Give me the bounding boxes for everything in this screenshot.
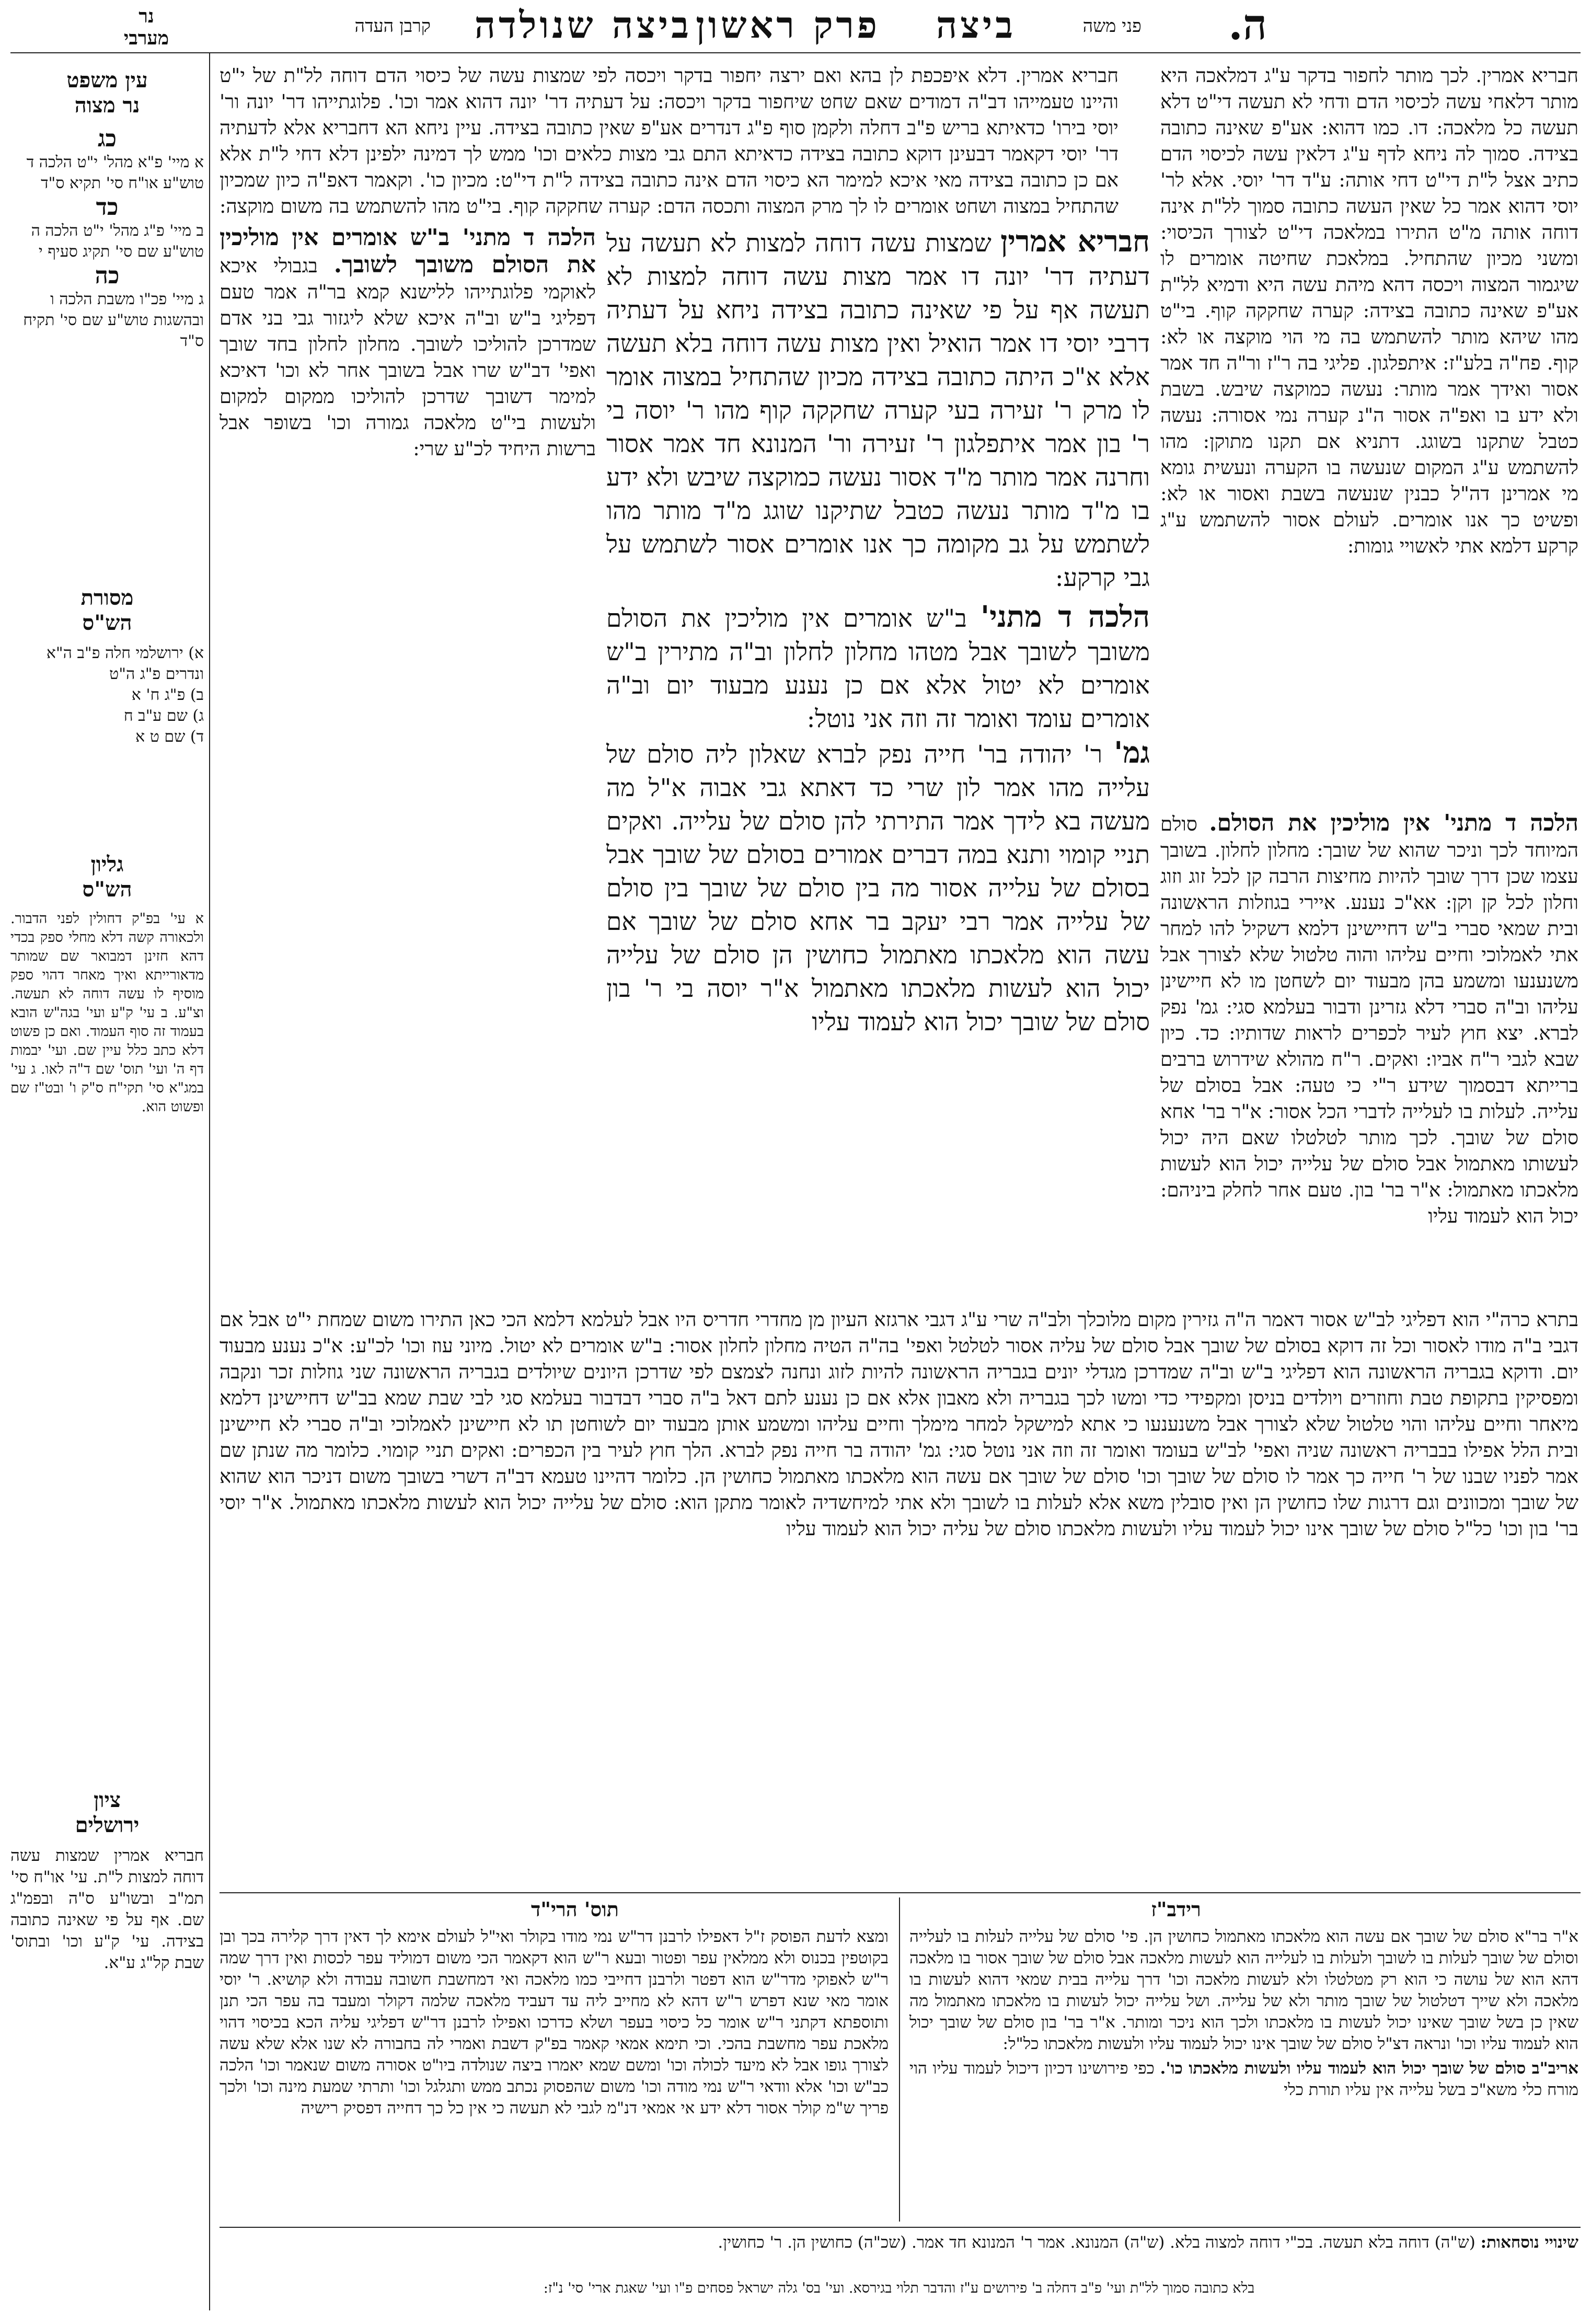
ridbaz-text: א"ר בר"א סולם של שובך אם עשה הוא מלאכתו מאתמול כחושין הן. פי' סולם של עלייה לעלות בו לעלייה וסולם של שובך לעלות בו לשובך ולעלות בו לעלייה הוא לעשות מלאכה אבל סולם של שובך אסור בו מלאכה דהא הוא של עושה כי הוא רק מטלטלו ולא לעשות מלאכה וכו' דרך עלייה בבית שמאי דהוא לעשות בו מלאכה ולא שייך דטלטול של שובך מותר ולא של עלייה. ושל עלייה יכול לעשות בו מלאכתו מאתמול מה שאין כן בשל שובך שאינו יכול לעשות בו מלאכתו ולכך הוא ניכר ומותר. א"ר בר' בון סולם של שובך יכול הוא לעמוד עליו וכו' ונראה דצ"ל סולם של שובך אינו יכול לעמוד עליו ולעשות מלאכתו כל"ל: bbox=[909, 1927, 1578, 2053]
arvav-text: כפי פירושינו דכיון דיכול לעמוד עליו הוי מורח כלי משא"כ בשל עלייה אין עליו תורת כלי bbox=[909, 2059, 1578, 2099]
header-rule bbox=[10, 52, 1581, 53]
textual-variants bbox=[220, 2232, 1578, 2274]
header-title-left: ביצה bbox=[936, 3, 1016, 47]
korban-haeda-text: חבריא אמרין. לכך מותר לחפור בדקר ע"ג דמלאכה היא מותר דלאחי עשה לכיסוי הדם ודחי לא תעשה די"ט דלא תעשה כל מלאכה: דו. כמו דהוא: אע"פ שאינה כתובה בצידה. סמוך לה ניחא לדף ע"ג דלאין עשה לכיסוי הדם כתיב אצל ל"ת די"ט דחי אותה: ע"ד דר' יוסי. אלא לר' יוסי דהוא אמר כל שאין העשה כתובה סמוך לל"ת אינה דוחה אותה מ"ט התירו במלאכה די"ט לצורך הכיסוי: ומשני מכיון שהתחיל. במלאכת שחיטה אומרים לו שיגמור המצוה ויכסה דהא מיהת עשה היא ודמיא לל"ת אע"פ שאינה כתובה בצידה: קערה שחקקה קוף. בי"ט מהו שיהא מותר להשתמש בה מי הוי מוקצה או לא: קוף. פח"ה בלע"ז: איתפלגון. פליגי בה ר"ז ור"ה חד אמר אסור ואידך אמר מותר: נעשה כמוקצה שיבש. בשבת ולא ידע בו ואפ"ה אסור ה"נ קערה נמי אסורה: נעשה כטבל שתקנו בשוגג. דתניא אם תקנו מתוקן: מהו להשתמש ע"ג המקום שנעשה בו הקערה ונעשית גומא מי אמרינן דה"ל כבנין שנעשה בשבת ואסור או לא: ופשיט כך אנו אומרים. לעולם אסור להשתמש ע"ג קרקע דלמא אתי לאשויי גומות: bbox=[1160, 64, 1578, 557]
footer-rule bbox=[220, 2227, 1581, 2228]
bottom-divider bbox=[899, 1897, 900, 2222]
ridbaz-title: רידב"ז bbox=[1151, 1897, 1201, 1921]
korban-haeda-halacha-label: הלכה ד מתני' אין מוליכין את הסולם. bbox=[1209, 810, 1578, 836]
footer-note: בלא כתובה סמוך לל"ת ועי' פ"ב דחלה ב' פירושים ע"ז והדבר תלוי בגירסא. ועי' בס' גלה ישראל פסחים פ"ו ועי' שאגת ארי' סי' נ"ז: bbox=[543, 2280, 1255, 2296]
pnei-moshe-halacha-text: בגבולי איכא לאוקמי פלוגתייהו ללישנא קמא בר"ה אמר טעם דפליגי ב"ש וב"ה איכא שלא ליגזור גבי בני אדם שמדרכן להוליכו לשובך. מחלון לחלון בחד שובך ואפי' דב"ש שרו אבל בשובך אחר לא וכו' דאיכא למימר דשובך שדרכן להוליכו ממקום למקום ולעשות בי"ט מלאכה גמורה וכו' בשופר אבל ברשות היחיד לכ"ע שרי: bbox=[220, 255, 596, 460]
tosafot-title: תוס' הרי"ד bbox=[531, 1897, 619, 1921]
halacha-text: ב"ש אומרים אין מוליכין את הסולם משובך לשובך אבל מטהו מחלון לחלון וב"ה מתירין ב"ש אומרים לא יטול אלא אם כן נענע מבעוד יום וב"ה אומרים עומד ואומר זה וזה אני נוטל: bbox=[606, 604, 1150, 733]
ein-mishpat-letter: כה bbox=[95, 262, 120, 289]
masoret-text: א) ירושלמי חלה פ"ב ה"א ונדרים פ"ג ה"ט ב) פ"ג ח' א ג) שם ע"ב ח ד) שם ט א bbox=[46, 644, 204, 746]
ein-mishpat-ref: א מיי' פ"א מהל' י"ט הלכה ד טוש"ע או"ח סי' תקיא ס"ד bbox=[26, 153, 204, 192]
ridbaz-commentary bbox=[909, 1926, 1578, 2219]
bottom-rule bbox=[220, 1892, 1581, 1893]
header-korban-haeda: קרבן העדה bbox=[354, 16, 431, 37]
mishnah-opening: חבריא אמרין bbox=[1000, 225, 1150, 259]
tzion-heading: ציון ירושלים bbox=[75, 1788, 140, 1837]
header-title-right: ביצה שנולדה bbox=[474, 3, 692, 47]
main-text-block bbox=[606, 225, 1150, 1296]
ein-mishpat-list bbox=[10, 125, 204, 352]
gilyon-heading: גליון הש"ס bbox=[82, 852, 132, 902]
ein-mishpat-letter: כד bbox=[96, 194, 119, 221]
header-ner-maaravi: נר מערבי bbox=[123, 5, 169, 49]
halacha-label: הלכה ד מתני' bbox=[981, 600, 1150, 634]
arvav-label: אריב"ב סולם של שובך יכול הוא לעמוד עליו ולעשות מלאכתו כו'. bbox=[1160, 2059, 1578, 2078]
gemara-label: גמ' bbox=[1114, 735, 1150, 770]
mishnah-text: שמצות עשה דוחה למצות לא תעשה על דעתיה דר' יונה דו אמר מצות עשה דוחה למצות לא תעשה אף על פי שאינה כתובה בצידה ניחא על דעתיה דרבי יוסי דו אמר הואיל ואין מצות עשה דוחה בלא תעשה אלא א"כ היתה כתובה בצידה מכיון שהתחיל במצוה אומר לו מרק ר' זעירה בעי קערה שחקקה קוף מהו ר' יוסה בי ר' בון אמר איתפלגון ר' זעירה ור' המנונא חד אמר אסור וחרנה אמר מותר מ"ד אסור נעשה כמוקצה שיבש ולא ידע בו מ"ד מותר נעשה כטבל שתיקנו שוגג מ"ד מותר מהו לשתמש על גב מקומה כך אנו אומרים אסור לשתמש על גבי קרקע: bbox=[606, 229, 1150, 592]
lower-commentary-text: בתרא כרה"י הוא דפליגי לב"ש אסור דאמר ה"ה גזירין מקום מלוכלך ולב"ה שרי ע"ג דגבי ארגזא העיון מן מחדרי חדריס היו אבל לעלמא דלמא הכי כאן התירו משום שמחת י"ט אבל אם דגבי ב"ה מודו לאסור וכל זה דוקא בסולם של שובך אבל סולם של עליה אסור לטלטל ואפי' בה"ה הטיה מחלון לחלון אסור: ב"ש אומרים לא יטול. מיוני עוז וכו' לכ"ע: א"כ נענע מבעוד יום. ודוקא בגבריה הראשונה הוא דפליגי ב"ש וב"ה שמדרכן מגדלי יונים בגבריה הראשונה להיות לזוג ונחנה לצמצם לפי שדרכן היונים שיולדים בגבריה הראשונה שני גוזלות זכר ונקבה ומפסיקין בתקופת טבת וחוזרים ויולדים בניסן ומקפידי כדי ומשו לכך בגבריה ולא מאבון אלא אם כן נענע לתם דאל ב"ה סברי דבדבור בעלמא סגי לבי שבת שמא בב"ש דחיישינן דלמא מיאחר וחיים עליהו והוי טלטול שלא לצורך אבל משנענעו כי אתא למישקל למחר מימלך וחיים עליהו ומשמע אותן מבעוד יום לשוחטן תו לא חיישינן לאמלוכי וב"ה סברי לא חיישינן ובית הלל אפילו בבבריה ראשונה שניה ואפי' לב"ש בעומד ואומר זה וזה אני נוטל סגי: גמ' יהודה בר חייה נפק לברא. הלך חוץ לעיר בין הכפרים: ואקים תניי קומוי. כלומר מה שנתן שם אמר לפניו שבנו של ר' חייה כך אמר לו סולם של שובך וכו' סולם של שובך אם עשה הוא מלאכתו מאתמול כחושין הן. כלומר דהיינו טעמא דב"ה דשרי בשובך משום דניכר הוא שהוא של שובך ומכוונים וגם דרגות שלו כחושין הן ואין סובלין משא אלא לעלות בו לשובך ולא אתי למיחשדיה לאומר מתקן הוא: סולם של עלייה יכול הוא לעשות מלאכתו מאתמול. א"ר יוסי בר' בון וכו' כל"ל סולם של שובך אינו יכול לעמוד עליו ולעשות מלאכתו סולם של עליה יכול הוא לעמוד עליו bbox=[220, 1308, 1578, 1540]
masoret-heading: מסורת הש"ס bbox=[80, 585, 134, 635]
korban-haeda-halacha-text: סולם המיוחד לכך וניכר שהוא של שובך: מחלון לחלון. בשובך עצמו שכן דרך שובך להיות מחיצות הרבה קן לכל זוג וזוג וחלון לכל קן וקן: אא"כ נענע. איירי בגוזלות הראשונה ובית שמאי סברי ב"ש דחיישינן דלמא דשקיל להו למחר אתי לאמלוכי וחיים עליהו והוה טלטול שלא לצורך אבל משנענעו ומשמע בהן מבעוד יום לשחטן מו לא חיישינן עליהו וב"ה סברי דלא גזרינן ודבור בעלמא סגי: גמ' נפק לברא. יצא חוץ לעיר לכפרים לראות שדותיו: כד. כיון שבא לגבי ר"ח אביו: ואקים. ר"ח מהולא שידרוש ברבים ברייתא דבסמוך שידע ר"י כי טעה: אבל בסולם של עלייה. לעלות בו לעלייה לדברי הכל אסור: א"ר בר' אחא סולם של שובך. לכך מותר לטלטלו שאם היה יכול לעשותו מאתמול אבל סולם של עלייה יכול הוא לעשות מלאכתו מאתמול: א"ר בר' בון. טעם אחר לחלק ביניהם: יכול הוא לעמוד עליו bbox=[1160, 813, 1578, 1227]
ein-mishpat-heading: עין משפט נר מצוה bbox=[66, 68, 148, 118]
textual-variants-label: שינויי נוסחאות: bbox=[1480, 2233, 1578, 2252]
korban-haeda-halacha bbox=[1160, 810, 1578, 1296]
textual-variants-text: (ש"ה) דוחה בלא תעשה. בכ"י דוחה למצוה בלא. (ש"ה) המנונא. אמר ר' המנונא חד אמר. (שכ"ה) כחושין הן. ר' כחושין. bbox=[718, 2233, 1475, 2252]
pnei-moshe-halacha-label: הלכה ד מתני' ב"ש אומרים אין מוליכין את הסולם משובך לשובך. bbox=[220, 225, 596, 278]
ein-mishpat-letter: כג bbox=[97, 125, 117, 152]
tosafot-commentary bbox=[220, 1926, 889, 2219]
pnei-moshe-commentary-top bbox=[220, 63, 1119, 220]
ein-mishpat-ref: ג מיי' פכ"ו משבת הלכה ו ובהשגות טוש"ע שם סי' תקיח ס"ד bbox=[23, 290, 204, 350]
pnei-moshe-side bbox=[220, 225, 596, 1296]
tzion-text: חבריא אמרין שמצות עשה דוחה למצות ל"ת. עי' או"ח סי' תמ"ב ובשו"ע ס"ה ובפמ"ג שם. אף על פי שאינה כתובה בצידה. עי' ק"ע וכו' ובתוס' שבת קל"ג ע"א. bbox=[10, 1846, 204, 1972]
margin-divider bbox=[209, 52, 210, 2310]
gilyon-text: א עי' בפ"ק דחולין לפני הדבור. ולכאורה קשה דלא מחלי ספק בכדי דהא חזינן דמבואר שם שמותר מדאורייתא ואיך מאחר דהוי ספק מוסיף לו עשה דוחה לא תעשה. וצ"ע. ב עי' ק"ע ועי' בגה"ש הובא בעמוד זה סוף העמוד. ואם כן פשוט דלא כתב כלל עיין שם. ועי' יבמות דף ה' ועי' תוס' שם ד"ה לאו. ג עי' במג"א סי' תקי"ח ס"ק ו' ובט"ז שם ופשוט הוא. bbox=[10, 911, 204, 1115]
tosafot-text: ומצא לדעת הפוסק ז"ל דאפילו לרבנן דר"ש נמי מודו בקולר ואי"ל לעולם אימא לך דאין דרך קלירה בכך ובן בקוטפין בכנוס ולא ממלאין עפר ופטור ובעא ר"ש הוא דקאמר הכי משום דמוליד עפר לכסות ואין דרך שמה ר"ש לאפוקי מדר"ש הוא דפטר ולרבנן דחייבי כמו מלאכה ואי דמחשבת חשובה עבודה ולא קושיא. ר' יוסי אומר מאי שנא דפרש ר"ש דהא לא מחייב ליה עד דעביד מלאכה שלמה דקולר ומעבד בה עפר הכי תנן ותוספתא דקתני ר"ש אומר כל כיסוי בעפר ושלא כדרכו ואפילו לרבנן דר"ש דפליגי עליה הכא בכיסוי דהוי מלאכת עפר מחשבת בהכי. וכי תימא אמאי קאמר בפ"ק דשבת ואמרי לה בחבורה לא שנו אלא שלא עשה לצורך גופו אבל לא מיעד לכולה וכו' ומשם שמא יאמרו ביצה שנולדה ביו"ט אסורה משום שנאמר וכו' הלכה כב"ש וכו' אלא וודאי ר"ש נמי מודה וכו' משום שהפסוק נכתב ממש ותגלגל וכו' ותרתי שמעת מינה וכו' ולכך פריך ש"מ קולר אסור דלא ידע אי אמאי דנ"מ לגבי לא תעשה כי אין כל כך דחייה דפסיק רישיה bbox=[220, 1927, 889, 2118]
ein-mishpat-ref: ב מיי' פ"ג מהל' י"ט הלכה ה טוש"ע שם סי' תקיג סעיף י bbox=[31, 222, 204, 261]
lower-commentary bbox=[220, 1307, 1578, 1882]
header-folio: ה. bbox=[1228, 0, 1267, 49]
header-title-center: פרק ראשון bbox=[696, 3, 880, 47]
gemara-text: ר' יהודה בר' חייה נפק לברא שאלון ליה סולם של עלייה מהו אמר לון שרי כד דאתא גבי אבוה א"ל מה מעשה בא לידך אמר התירתי להן סולם של עלייה. ואקים תניי קומוי ותנא במה דברים אמורים בסולם של שובך אבל בסולם של עלייה אסור מה בין סולם של שובך בין סולם של עלייה אמר רבי יעקב בר אחא סולם של שובך אם עשה הוא מלאכתו מאתמול כחושין הן סולם של עלייה יכול הוא לעשות מלאכתו מאתמול א"ר יוסה בי ר' בון סולם של שובך יכול הוא לעמוד עליו bbox=[606, 740, 1150, 1037]
pnei-moshe-text: חבריא אמרין. דלא איפכפת לן בהא ואם ירצה יחפור בדקר ויכסה לפי שמצות עשה של כיסוי הדם דוחה לל"ת של י"ט והיינו טעמייהו דב"ה דמודים שאם שחט שיחפור בדקר ויכסה: על דעתיה דר' יונה דהוא אמר וכו'. פלוגתייהו דר' יונה ור' יוסי בירו' כדאיתא בריש פ"ב דחלה ולקמן סוף פ"ג דנדרים אע"פ שאין כתובה בצידה. עיין ניחא הא דחבריא אלא לדעתיה דר' יוסי דקאמר דבעינן דוקא כתובה בצידה כדאיתא התם גבי מצות כלאים וכו' ממש לך דמינה ילפינן דלא דחי ל"ת אלא אם כן כתובה בצידה מאי איכא למימר הא כיסוי הדם אינה כתובה בצידה ל"ת די"ט: מכיון כו'. וקאמר דאפ"ה כיון שמכיון שהתחיל במצוה ושחט אומרים לו לך מרק המצוה ותכסה הדם: קערה שחקקה קוף. בי"ט מהו להשתמש בה משום מוקצה: bbox=[220, 64, 1119, 217]
header-pnei-moshe: פני משה bbox=[1082, 16, 1142, 37]
